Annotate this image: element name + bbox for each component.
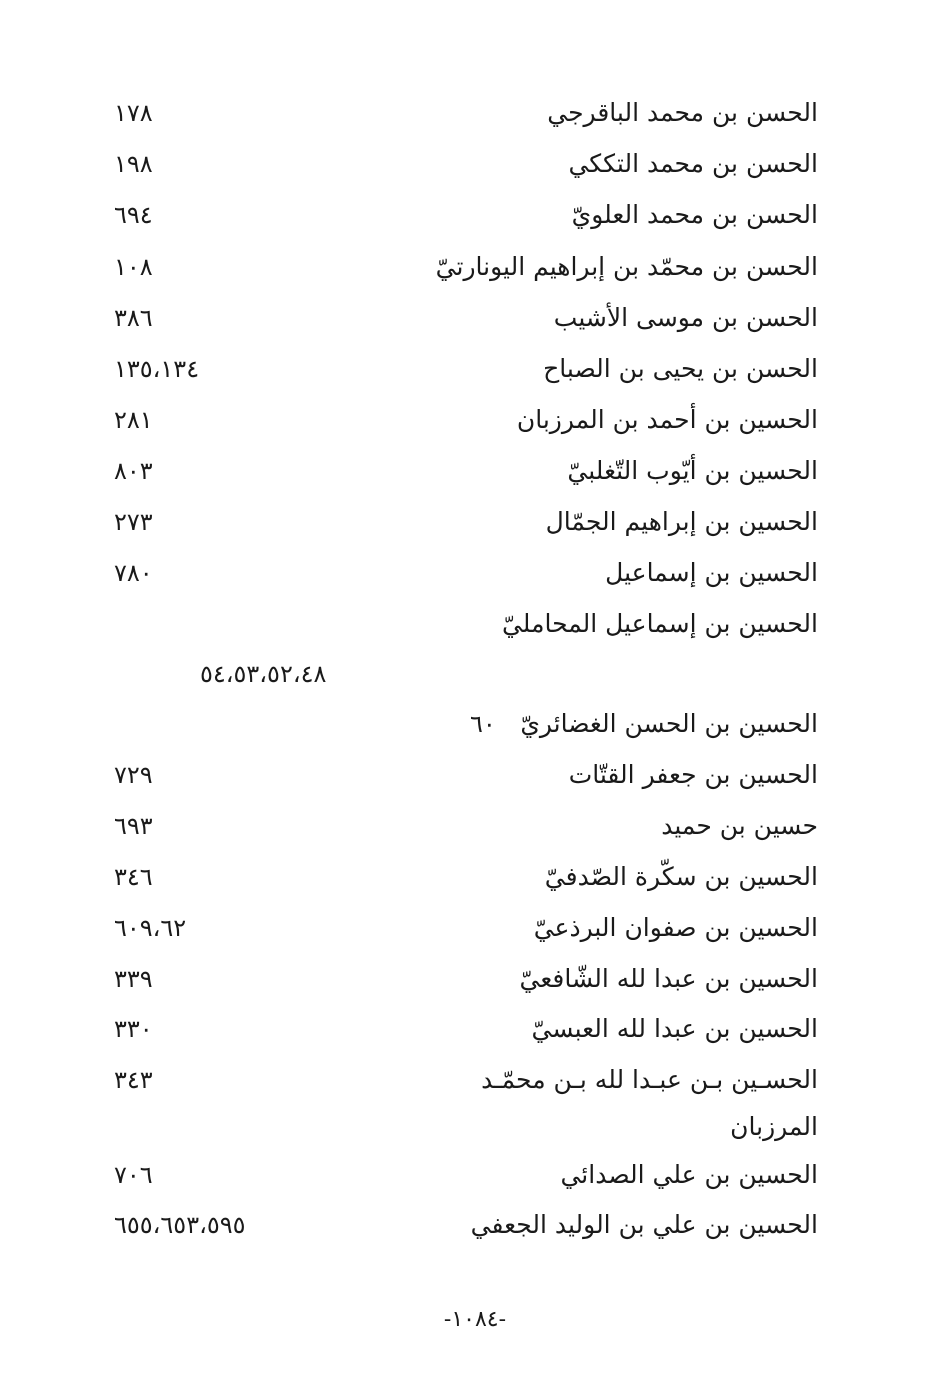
entry-pages: ١٠٨	[114, 253, 153, 281]
entry-pages: ٢٧٣	[114, 508, 153, 536]
entry-pages: ٣٣٩	[114, 965, 153, 993]
entry-name: الحسن بن محمد التككي	[568, 149, 818, 178]
entry-pages: ١٣٥،١٣٤	[114, 355, 200, 383]
entry-name: الحسن بن يحيى بن الصباح	[543, 354, 818, 383]
entry-name: الحسين بن جعفر القتّات	[568, 760, 818, 789]
entry-name: الحسين بن إسماعيل المحامليّ	[501, 609, 818, 638]
entry-pages: ٢٨١	[114, 406, 153, 434]
entry-pages: ٦٠	[470, 710, 496, 738]
entry-name: الحسن بن محمد الباقرجي	[547, 98, 818, 127]
entry-pages: ١٧٨	[114, 99, 153, 127]
entry-name: الحسين بن إسماعيل	[605, 558, 818, 587]
entry-name: الحسين بن الحسن الغضائريّ	[520, 709, 818, 738]
entry-pages-continued: ٥٤،٥٣،٥٢،٤٨	[200, 660, 327, 688]
entry-pages: ٧٢٩	[114, 761, 153, 789]
entry-name: الحسـين بـن عبـدا لله بـن محمّـد	[481, 1065, 818, 1094]
page-number: -١٠٨٤-	[443, 1307, 507, 1332]
entry-name: الحسن بن محمد العلويّ	[571, 200, 818, 229]
entry-pages: ٣٣٠	[114, 1015, 153, 1043]
entry-pages: ٣٤٦	[114, 863, 153, 891]
entry-name: الحسن بن محمّد بن إبراهيم اليونارتيّ	[435, 252, 818, 281]
entry-pages: ٧٠٦	[114, 1161, 153, 1189]
entry-name: الحسن بن موسى الأشيب	[553, 303, 818, 332]
entry-name: الحسين بن سكّرة الصّدفيّ	[544, 862, 818, 891]
entry-name: الحسين بن عبدا لله الشّافعيّ	[519, 964, 818, 993]
entry-pages: ٦٥٥،٦٥٣،٥٩٥	[114, 1211, 246, 1239]
entry-name-continued: المرزبان	[730, 1112, 818, 1141]
entry-pages: ٨٠٣	[114, 457, 153, 485]
entry-pages: ٣٨٦	[114, 304, 153, 332]
entry-pages: ٦٩٣	[114, 812, 153, 840]
entry-name: الحسين بن أيّوب التّغلبيّ	[567, 456, 818, 485]
entry-name: الحسين بن علي بن الوليد الجعفي	[470, 1210, 818, 1239]
entry-name: حسين بن حميد	[661, 811, 818, 840]
entry-pages: ٣٤٣	[114, 1066, 153, 1094]
entry-name: الحسين بن صفوان البرذعيّ	[533, 913, 818, 942]
entry-name: الحسين بن أحمد بن المرزبان	[516, 405, 818, 434]
entry-name: الحسين بن إبراهيم الجمّال	[545, 507, 818, 536]
entry-name: الحسين بن علي الصدائي	[560, 1160, 818, 1189]
entry-pages: ٦٠٩،٦٢	[114, 914, 187, 942]
entry-pages: ٦٩٤	[114, 201, 153, 229]
entry-name: الحسين بن عبدا لله العبسيّ	[531, 1014, 818, 1043]
entry-pages: ١٩٨	[114, 150, 153, 178]
entry-pages: ٧٨٠	[114, 559, 153, 587]
